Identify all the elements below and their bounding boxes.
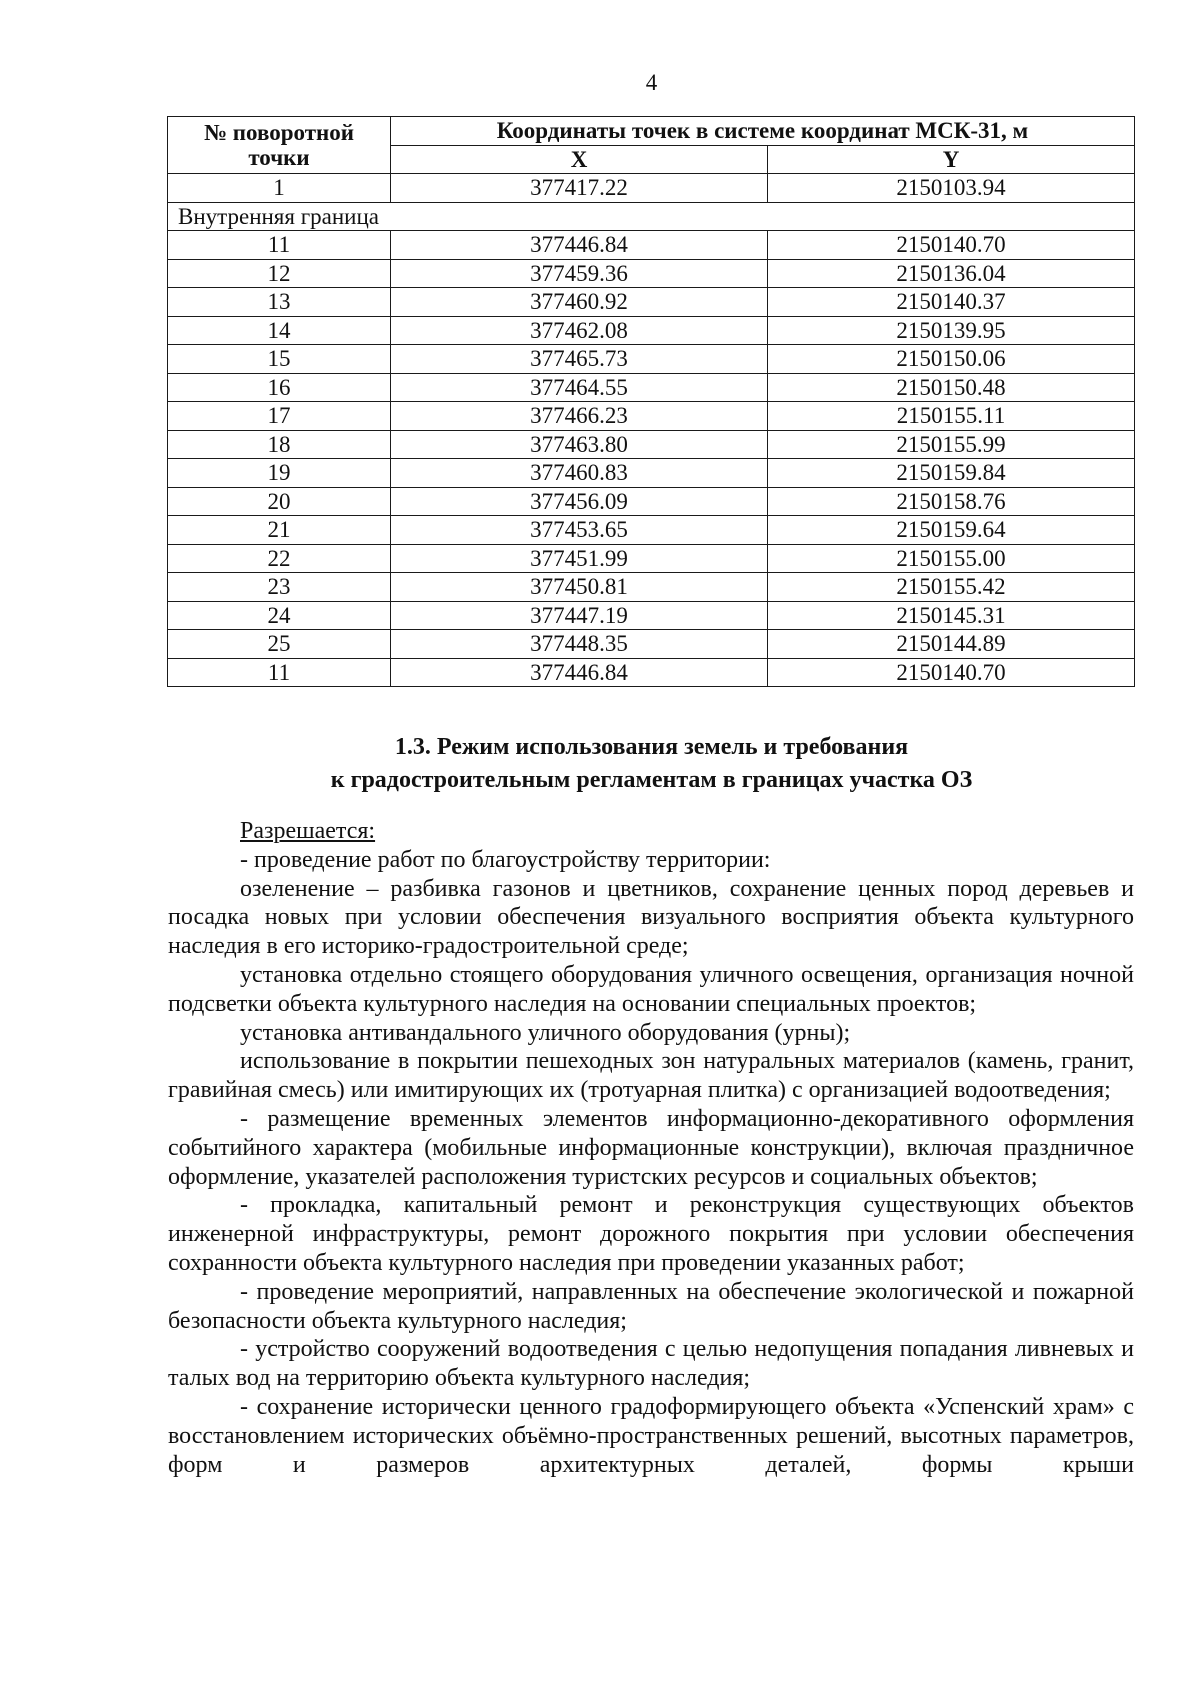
cell-x: 377460.92	[391, 288, 768, 317]
cell-point: 22	[168, 544, 391, 573]
cell-y: 2150136.04	[768, 259, 1135, 288]
table-row	[168, 316, 1135, 345]
cell-x: 377464.55	[391, 373, 768, 402]
cell-point: 24	[168, 601, 391, 630]
cell-y: 2150139.95	[768, 316, 1135, 345]
cell-point: 21	[168, 516, 391, 545]
table-row	[168, 430, 1135, 459]
paragraph: озеленение – разбивка газонов и цветников, сохранение ценных пород деревьев и посадка новых при условии обеспечения визуального восприятия объекта культурного наследия в его историко-градостроительной среде;	[168, 875, 1134, 960]
cell-point: 23	[168, 573, 391, 602]
cell-x: 377447.19	[391, 601, 768, 630]
paragraph: установка отдельно стоящего оборудования уличного освещения, организация ночной подсветки объекта культурного наследия на основании специальных проектов;	[168, 961, 1134, 1017]
header-y: Y	[768, 145, 1135, 174]
table-section-row	[168, 202, 1135, 231]
header-coordinates: Координаты точек в системе координат МСК-31, м	[391, 117, 1135, 146]
table-row	[168, 373, 1135, 402]
paragraph: использование в покрытии пешеходных зон натуральных материалов (камень, гранит, гравийная смесь) или имитирующих их (тротуарная плитка) с организацией водоотведения;	[168, 1048, 1134, 1104]
cell-point: 13	[168, 288, 391, 317]
cell-x: 377417.22	[391, 174, 768, 203]
cell-y: 2150158.76	[768, 487, 1135, 516]
cell-x: 377450.81	[391, 573, 768, 602]
cell-y: 2150150.48	[768, 373, 1135, 402]
paragraph: - сохранение исторически ценного градоформирующего объекта «Успенский храм» с восстановлением исторических объёмно-пространственных решений, высотных параметров, форм и размеров архитектурных деталей, формы крыши	[168, 1393, 1134, 1478]
coordinates-table	[167, 116, 1135, 687]
cell-x: 377448.35	[391, 630, 768, 659]
cell-x: 377446.84	[391, 231, 768, 260]
cell-x: 377462.08	[391, 316, 768, 345]
cell-x: 377463.80	[391, 430, 768, 459]
table-row	[168, 544, 1135, 573]
table-header-row	[168, 117, 1135, 146]
table-row	[168, 516, 1135, 545]
cell-point: 14	[168, 316, 391, 345]
cell-point: 11	[168, 231, 391, 260]
cell-x: 377465.73	[391, 345, 768, 374]
paragraph: установка антивандального уличного оборудования (урны);	[240, 1019, 851, 1046]
cell-y: 2150150.06	[768, 345, 1135, 374]
cell-x: 377451.99	[391, 544, 768, 573]
cell-x: 377453.65	[391, 516, 768, 545]
table-row	[168, 259, 1135, 288]
cell-y: 2150155.42	[768, 573, 1135, 602]
cell-point: 16	[168, 373, 391, 402]
cell-point: 19	[168, 459, 391, 488]
allowed-label: Разрешается:	[240, 818, 376, 844]
cell-point: 18	[168, 430, 391, 459]
cell-y: 2150140.37	[768, 288, 1135, 317]
cell-y: 2150159.64	[768, 516, 1135, 545]
paragraph: - проведение мероприятий, направленных на обеспечение экологической и пожарной безопасности объекта культурного наследия;	[168, 1278, 1134, 1334]
cell-point: 25	[168, 630, 391, 659]
section-heading-line-2: к градостроительным регламентам в границах участка ОЗ	[330, 767, 973, 793]
cell-y: 2150140.70	[768, 231, 1135, 260]
cell-x: 377446.84	[391, 658, 768, 687]
cell-y: 2150145.31	[768, 601, 1135, 630]
cell-point: 12	[168, 259, 391, 288]
cell-point: 15	[168, 345, 391, 374]
table-row	[168, 601, 1135, 630]
section-label: Внутренняя граница	[168, 202, 1135, 231]
cell-y: 2150155.11	[768, 402, 1135, 431]
header-x: X	[391, 145, 768, 174]
cell-x: 377460.83	[391, 459, 768, 488]
table-row	[168, 630, 1135, 659]
paragraph: - прокладка, капитальный ремонт и реконструкция существующих объектов инженерной инфраструктуры, ремонт дорожного покрытия при условии обеспечения сохранности объекта культурного наследия при проведении указанных работ;	[168, 1192, 1134, 1276]
cell-point: 17	[168, 402, 391, 431]
cell-point: 11	[168, 658, 391, 687]
section-heading	[0, 731, 1200, 797]
cell-y: 2150155.99	[768, 430, 1135, 459]
page-number: 4	[645, 70, 658, 95]
table-row	[168, 573, 1135, 602]
paragraph: - размещение временных элементов информационно-декоративного оформления событийного характера (мобильные информационные конструкции), включая праздничное оформление, указателей расположения туристских ресурсов и социальных объектов;	[168, 1105, 1134, 1190]
table-row	[168, 345, 1135, 374]
cell-y: 2150103.94	[768, 174, 1135, 203]
cell-point: 20	[168, 487, 391, 516]
cell-y: 2150144.89	[768, 630, 1135, 659]
cell-x: 377459.36	[391, 259, 768, 288]
cell-y: 2150140.70	[768, 658, 1135, 687]
section-heading-line-1: 1.3. Режим использования земель и требования	[394, 734, 909, 760]
table-row	[168, 174, 1135, 203]
table-row	[168, 288, 1135, 317]
table-row	[168, 487, 1135, 516]
cell-y: 2150159.84	[768, 459, 1135, 488]
paragraph: - проведение работ по благоустройству территории:	[240, 846, 771, 873]
table-row	[168, 658, 1135, 687]
cell-point: 1	[168, 174, 391, 203]
paragraph: - устройство сооружений водоотведения с целью недопущения попадания ливневых и талых вод на территорию объекта культурного наследия;	[168, 1336, 1134, 1392]
body-text	[168, 817, 1134, 1479]
cell-x: 377466.23	[391, 402, 768, 431]
cell-y: 2150155.00	[768, 544, 1135, 573]
table-row	[168, 231, 1135, 260]
table-row	[168, 459, 1135, 488]
header-point-number: № поворотной точки	[168, 117, 391, 174]
table-row	[168, 402, 1135, 431]
cell-x: 377456.09	[391, 487, 768, 516]
